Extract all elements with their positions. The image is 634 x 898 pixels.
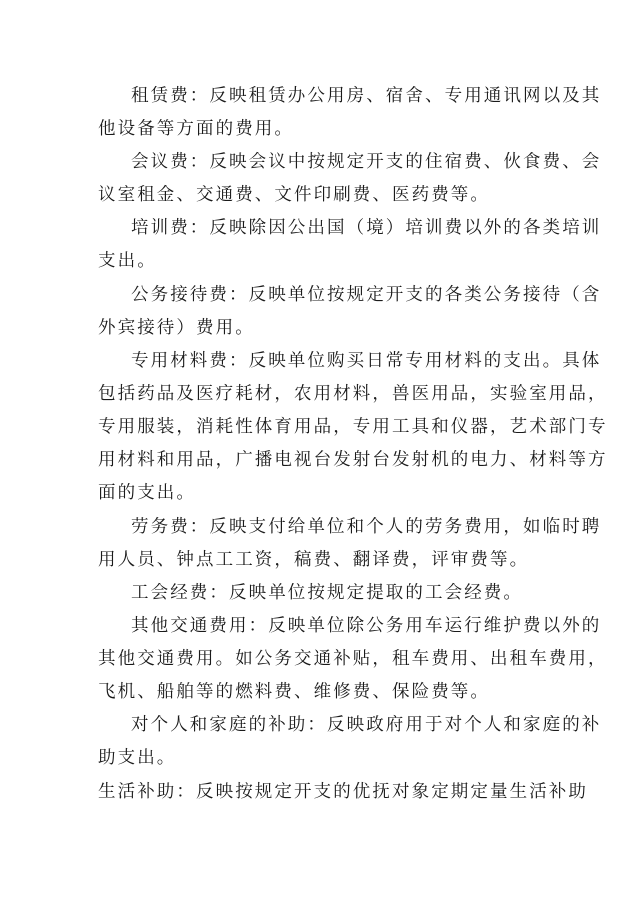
text-line-training-1: 培训费：反映除因公出国（境）培训费以外的各类培训 xyxy=(131,218,602,238)
text-line-transport-3: 飞机、船舶等的燃料费、维修费、保险费等。 xyxy=(98,682,490,702)
text-line-materials-4: 用材料和用品，广播电视台发射台发射机的电力、材料等方 xyxy=(98,450,608,470)
text-line-reception-1: 公务接待费：反映单位按规定开支的各类公务接待（含 xyxy=(131,285,602,305)
text-line-labor-1: 劳务费：反映支付给单位和个人的劳务费用，如临时聘 xyxy=(131,517,602,537)
text-line-materials-1: 专用材料费：反映单位购买日常专用材料的支出。具体 xyxy=(131,351,602,371)
text-line-labor-2: 用人员、钟点工工资，稿费、翻译费，评审费等。 xyxy=(98,550,530,570)
text-line-materials-3: 专用服装，消耗性体育用品，专用工具和仪器，艺术部门专 xyxy=(98,417,608,437)
text-line-union: 工会经费：反映单位按规定提取的工会经费。 xyxy=(131,583,523,603)
text-line-meeting-2: 议室租金、交通费、文件印刷费、医药费等。 xyxy=(98,185,490,205)
text-line-training-2: 支出。 xyxy=(98,251,157,271)
text-line-living-1: 生活补助：反映按规定开支的优抚对象定期定量生活补助 xyxy=(98,782,588,802)
text-line-subsidy-2: 助支出。 xyxy=(98,748,177,768)
text-line-transport-1: 其他交通费用：反映单位除公务用车运行维护费以外的 xyxy=(131,616,602,636)
text-line-reception-2: 外宾接待）费用。 xyxy=(98,318,255,338)
text-line-rent-1: 租赁费：反映租赁办公用房、宿舍、专用通讯网以及其 xyxy=(131,86,602,106)
text-line-meeting-1: 会议费：反映会议中按规定开支的住宿费、伙食费、会 xyxy=(131,152,602,172)
text-line-rent-2: 他设备等方面的费用。 xyxy=(98,119,294,139)
text-line-transport-2: 其他交通费用。如公务交通补贴，租车费用、出租车费用， xyxy=(98,649,608,669)
text-line-materials-2: 包括药品及医疗耗材，农用材料，兽医用品，实验室用品， xyxy=(98,384,608,404)
text-line-subsidy-1: 对个人和家庭的补助：反映政府用于对个人和家庭的补 xyxy=(131,715,602,735)
text-line-materials-5: 面的支出。 xyxy=(98,483,196,503)
